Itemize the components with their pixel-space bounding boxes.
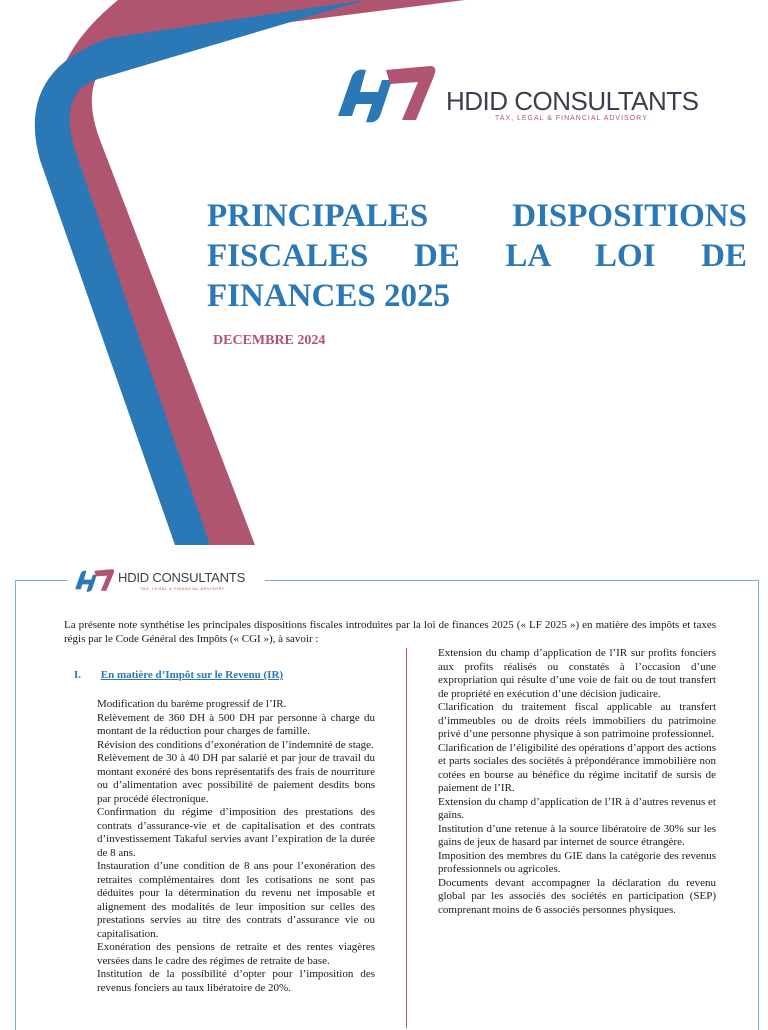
intro-paragraph: La présente note synthétise les principales dispositions fiscales introduites par la loi de finances 2025 (« LF 2025 ») en matière des impôts et taxes régis par le Code Général des Impôts (« CGI »), à savoir : xyxy=(64,619,716,645)
list-item: Confirmation du régime d’imposition des prestations des contrats d’assurance-vie et de capitalisation et des contrats d’investissement Takaful servies avant l’expiration de la durée de 8 ans. xyxy=(97,806,375,859)
logo-mark-icon xyxy=(330,58,440,128)
section-heading xyxy=(74,669,283,681)
list-item: Imposition des membres du GIE dans la catégorie des revenus professionnels ou agricoles. xyxy=(438,849,716,875)
brand-tagline: TAX, LEGAL & FINANCIAL ADVISORY xyxy=(495,115,648,122)
left-column xyxy=(97,698,375,995)
list-item: Extension du champ d’application de l’IR à d’autres revenus et gains. xyxy=(438,795,716,821)
brand-name: HDID CONSULTANTS xyxy=(446,86,699,116)
column-divider xyxy=(406,648,407,1028)
right-column xyxy=(438,647,716,917)
section-number: I. xyxy=(74,669,82,681)
list-item: Instauration d’une condition de 8 ans pour l’exonération des retraites complémentaires dont les cotisations ne sont pas déduites pour la détermination du revenu net imposable et alignement des modalités de leur imposition sur celles des prestations servies au titre des contrats d’assurance vie ou capitalisation. xyxy=(97,860,375,940)
logo-mark-small-icon xyxy=(72,562,116,598)
list-item: Clarification de l’éligibilité des opérations d’apport des actions et parts sociales des sociétés à prépondérance immobilière non cotées en bourse au bénéfice du régime incitatif de sursis de paiement de l’IR. xyxy=(438,741,716,794)
cover-date: DECEMBRE 2024 xyxy=(213,333,326,348)
list-item: Institution d’une retenue à la source libératoire de 30% sur les gains de jeux de hasard par internet de source étrangère. xyxy=(438,822,716,848)
list-item: Modification du barème progressif de l’IR. xyxy=(97,698,287,710)
list-item: Révision des conditions d’exonération de l’indemnité de stage. xyxy=(97,738,374,751)
list-item: Institution de la possibilité d’opter pour l’imposition des revenus fonciers au taux libératoire de 20%. xyxy=(97,968,375,994)
header-brand-tagline: TAX, LEGAL & FINANCIAL ADVISORY xyxy=(140,586,226,591)
frame-top-line-left xyxy=(15,580,67,581)
list-item: Relèvement de 30 à 40 DH par salarié et par jour de travail du montant exonéré des bons représentatifs des frais de nourriture ou d’alimentation avec possibilité de paiement desdits bons par procédé électronique. xyxy=(97,752,375,805)
list-item: Clarification du traitement fiscal applicable au transfert d’immeubles ou de droits réels immobiliers du patrimoine privé d’une personne physique à son patrimoine professionnel. xyxy=(438,701,716,740)
list-item: Documents devant accompagner la déclaration du revenu global par les associés des sociétés en participation (SEP) comprenant moins de 6 associés personnes physiques. xyxy=(438,876,716,916)
frame-top-line-right xyxy=(265,580,758,581)
header-brand-name: HDID CONSULTANTS xyxy=(118,570,246,585)
cover-title: PRINCIPALES DISPOSITIONS FISCALES DE LA LOI DE FINANCES 2025 xyxy=(207,198,747,314)
section-title: En matière d’Impôt sur le Revenu (IR) xyxy=(100,669,284,681)
list-item: Extension du champ d’application de l’IR sur profits fonciers aux profits réalisés ou constatés à l’occasion d’une expropriation qui résulte d’une voie de fait ou de tout transfert de propriété en exécution d’une décision judicaire. xyxy=(438,647,716,700)
company-logo xyxy=(330,58,710,128)
list-item: Relèvement de 360 DH à 500 DH par personne à charge du montant de la réduction pour charges de famille. xyxy=(97,711,375,737)
list-item: Exonération des pensions de retraite et des rentes viagères versées dans le cadre des régimes de retraite de base. xyxy=(97,941,375,967)
header-logo xyxy=(72,562,262,598)
